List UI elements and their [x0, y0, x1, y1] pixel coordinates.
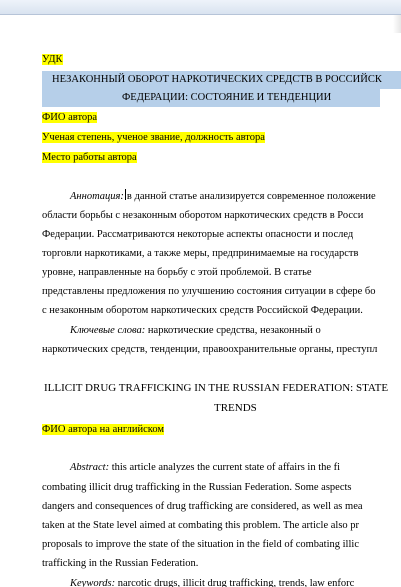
- title-ru-line1: НЕЗАКОННЫЙ ОБОРОТ НАРКОТИЧЕСКИХ СРЕДСТВ В РОССИЙСК: [52, 74, 382, 85]
- abstract-line-5: trafficking in the Russian Federation.: [42, 558, 199, 569]
- author-fio: ФИО автора: [42, 112, 98, 123]
- annotation-line-6: с незаконным оборотом наркотических средств Российской Федерации.: [42, 305, 363, 316]
- annotation-line-0: в данной статье анализируется современное положение: [126, 191, 376, 202]
- author-degree-line: [42, 131, 265, 145]
- page-corner-shadow: [393, 15, 401, 33]
- author-workplace: Место работы автора: [42, 152, 137, 163]
- title-ru-block: [42, 71, 401, 109]
- abstract-label: Abstract:: [70, 462, 110, 473]
- keywords-line-1: [70, 324, 321, 338]
- keywords-label: Ключевые слова:: [70, 325, 146, 336]
- title-en-line2: TRENDS: [214, 402, 257, 414]
- keywords-text-1: наркотические средства, незаконный о: [147, 325, 321, 336]
- keywords-line-2: наркотических средств, тенденции, правоохранительные органы, преступл: [42, 344, 378, 355]
- udk-text: УДК: [42, 54, 63, 65]
- annotation-line-3: торговли наркотиками, а также меры, предпринимаемые на государств: [42, 248, 359, 259]
- annotation-line-1: области борьбы с незаконным оборотом наркотических средств в Росси: [42, 210, 364, 221]
- author-fio-line: [42, 111, 97, 125]
- keywords-en-line: [70, 577, 354, 587]
- annotation-line-4: уровне, направленные на борьбу с этой проблемой. В статье: [42, 267, 312, 278]
- author-fio-en-line: [42, 423, 164, 437]
- udk-line: [42, 53, 63, 67]
- author-workplace-line: [42, 151, 137, 165]
- annotation-line-5: представлены предложения по улучшению состояния ситуации в сфере бо: [42, 286, 376, 297]
- title-en-line1: ILLICIT DRUG TRAFFICKING IN THE RUSSIAN FEDERATION: STATE: [44, 382, 389, 394]
- keywords-en-label: Keywords:: [70, 578, 116, 587]
- abstract-first-line: [70, 461, 340, 475]
- keywords-en-text: narcotic drugs, illicit drug trafficking, trends, law enforc: [117, 578, 355, 587]
- annotation-label: Аннотация:: [70, 191, 124, 202]
- annotation-first-line: [70, 189, 376, 204]
- horizontal-ruler[interactable]: [0, 0, 401, 15]
- abstract-line-0: this article analyzes the current state of affairs in the fi: [111, 462, 341, 473]
- text-cursor: [125, 189, 126, 200]
- title-ru-line2: ФЕДЕРАЦИИ: СОСТОЯНИЕ И ТЕНДЕНЦИИ: [122, 92, 332, 103]
- abstract-line-4: proposals to improve the state of the situation in the field of combating illic: [42, 539, 359, 550]
- author-fio-en: ФИО автора на английском: [42, 424, 165, 435]
- document-page[interactable]: [0, 15, 401, 587]
- annotation-line-2: Федерации. Рассматриваются некоторые аспекты опасности и послед: [42, 229, 354, 240]
- abstract-line-2: dangers and consequences of drug trafficking are considered, as well as mea: [42, 501, 363, 512]
- author-degree: Ученая степень, ученое звание, должность автора: [42, 132, 265, 143]
- abstract-line-3: taken at the State level aimed at combating this problem. The article also pr: [42, 520, 360, 531]
- abstract-line-1: combating illicit drug trafficking in the Russian Federation. Some aspects: [42, 482, 352, 493]
